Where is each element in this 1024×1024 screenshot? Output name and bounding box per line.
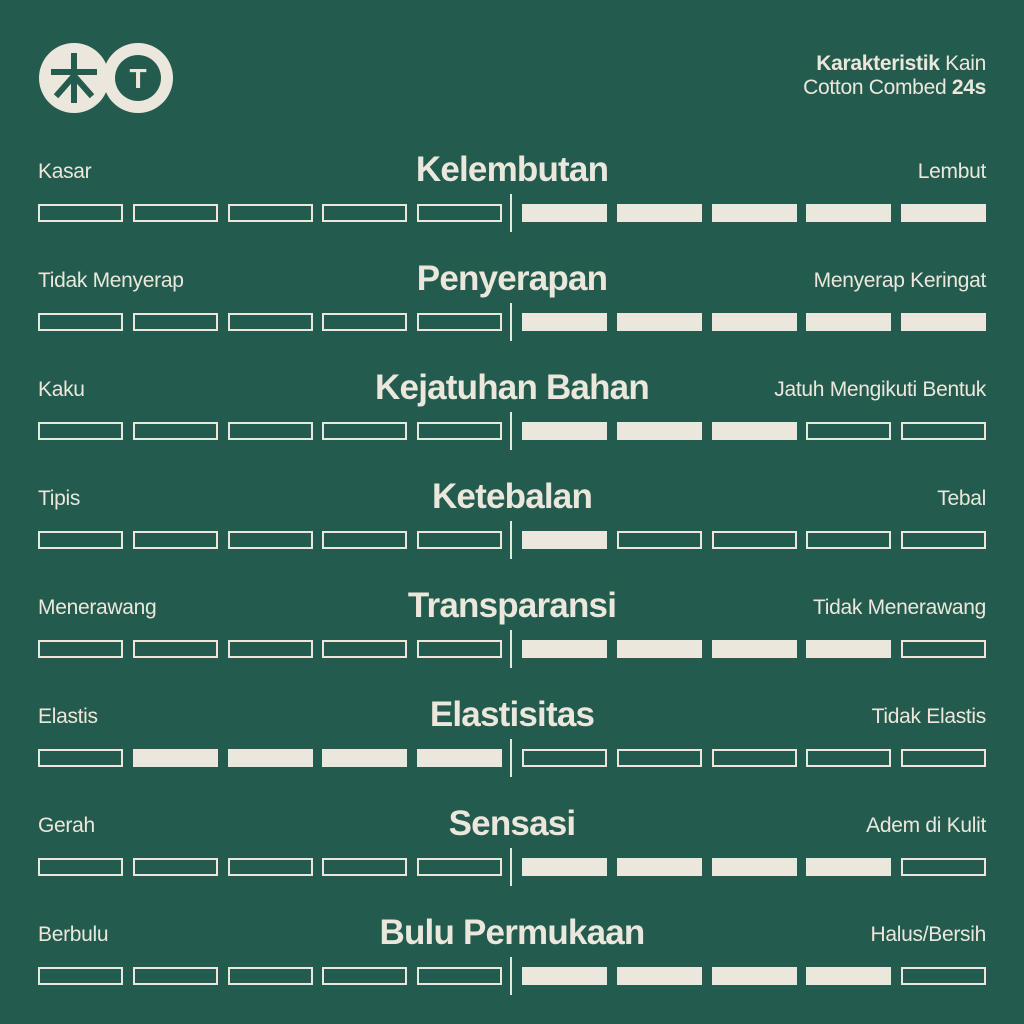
right-scale-segment [712,749,797,767]
characteristics-list [38,146,986,1018]
left-scale-segment [38,204,123,222]
rating-scale [38,858,986,876]
left-scale-label: Kasar [38,160,92,183]
left-scale-segment [228,749,313,767]
left-scale-segment [417,531,502,549]
characteristic-title: Ketebalan [431,477,593,516]
characteristic-row [38,691,986,800]
rating-scale [38,749,986,767]
left-scale-label: Elastis [38,705,98,728]
rating-scale [38,531,986,549]
brand-logo [38,42,174,114]
right-scale-segment [617,204,702,222]
left-scale-segment [417,749,502,767]
right-scale-segment [712,422,797,440]
right-scale-segment [806,531,891,549]
left-scale-segment [322,640,407,658]
characteristic-title: Kejatuhan Bahan [375,368,649,407]
left-scale-segment [322,313,407,331]
left-scale-segment [228,640,313,658]
title-bold: Karakteristik [816,52,940,75]
center-divider [510,957,512,995]
right-scale-segment [901,858,986,876]
right-scale-segment [617,749,702,767]
left-scale-segment [322,749,407,767]
right-scale-segment [712,640,797,658]
left-scale-label: Kaku [38,378,85,401]
left-scale-label: Tidak Menyerap [38,269,184,292]
left-scale-segment [417,422,502,440]
center-divider [510,412,512,450]
characteristic-row [38,146,986,255]
right-scale-segment [901,749,986,767]
right-scale-segment [522,749,607,767]
right-scale-segment [712,858,797,876]
left-scale-segment [133,640,218,658]
left-scale-segment [228,204,313,222]
right-scale-segment [617,967,702,985]
right-scale-segment [712,967,797,985]
right-scale-label: Menyerap Keringat [813,269,986,292]
left-scale-segment [133,967,218,985]
characteristic-title: Elastisitas [429,695,595,734]
center-divider [510,194,512,232]
right-scale-segment [522,422,607,440]
left-scale-segment [228,967,313,985]
left-scale-segment [417,204,502,222]
left-scale-segment [38,640,123,658]
header-title [803,52,986,100]
right-scale-segment [901,204,986,222]
right-scale-label: Tidak Menerawang [812,596,986,619]
left-scale-segment [38,313,123,331]
left-scale-segment [38,422,123,440]
right-scale-segment [712,531,797,549]
center-divider [510,303,512,341]
left-scale-label: Gerah [38,814,95,837]
right-scale-segment [617,531,702,549]
right-scale-segment [901,967,986,985]
right-scale-segment [522,640,607,658]
left-scale-segment [417,640,502,658]
rating-scale [38,422,986,440]
right-scale-segment [806,640,891,658]
right-scale-segment [617,313,702,331]
characteristic-row [38,255,986,364]
right-scale-segment [806,313,891,331]
characteristic-title: Bulu Permukaan [379,913,645,952]
center-divider [510,739,512,777]
left-scale-segment [38,531,123,549]
right-scale-segment [522,967,607,985]
left-scale-label: Menerawang [38,596,157,619]
left-scale-segment [133,204,218,222]
rating-scale [38,204,986,222]
right-scale-segment [617,858,702,876]
left-scale-segment [322,858,407,876]
left-scale-segment [133,749,218,767]
right-scale-label: Tidak Elastis [871,705,986,728]
subtitle-bold: 24s [951,76,986,99]
right-scale-segment [712,204,797,222]
right-scale-segment [712,313,797,331]
right-scale-segment [617,422,702,440]
rating-scale [38,640,986,658]
left-scale-segment [322,204,407,222]
left-scale-segment [417,967,502,985]
characteristic-row [38,800,986,909]
right-scale-segment [901,313,986,331]
left-scale-segment [228,858,313,876]
center-divider [510,630,512,668]
left-scale-segment [322,967,407,985]
right-scale-segment [901,422,986,440]
right-scale-segment [806,204,891,222]
right-scale-label: Lembut [917,160,986,183]
left-scale-segment [133,858,218,876]
right-scale-segment [522,531,607,549]
characteristic-row [38,473,986,582]
left-scale-segment [133,313,218,331]
characteristic-title: Penyerapan [416,259,608,298]
right-scale-segment [617,640,702,658]
left-scale-segment [38,749,123,767]
right-scale-segment [806,967,891,985]
left-scale-segment [322,422,407,440]
left-scale-segment [133,422,218,440]
characteristic-title: Sensasi [448,804,576,843]
left-scale-segment [322,531,407,549]
characteristic-row [38,582,986,691]
left-scale-segment [228,531,313,549]
left-scale-segment [38,967,123,985]
left-scale-segment [417,313,502,331]
right-scale-segment [522,204,607,222]
title-rest: Kain [939,52,986,75]
right-scale-label: Tebal [937,487,986,510]
right-scale-segment [901,531,986,549]
characteristic-row [38,364,986,473]
left-scale-segment [228,313,313,331]
left-scale-segment [228,422,313,440]
characteristic-row [38,909,986,1018]
logo-letter: T [129,63,147,94]
right-scale-label: Adem di Kulit [866,814,986,837]
subtitle-rest: Cotton Combed [803,76,952,99]
right-scale-segment [522,313,607,331]
characteristic-title: Transparansi [407,586,617,625]
right-scale-label: Jatuh Mengikuti Bentuk [774,378,986,401]
right-scale-segment [522,858,607,876]
right-scale-segment [806,858,891,876]
characteristic-title: Kelembutan [415,150,609,189]
left-scale-segment [417,858,502,876]
rating-scale [38,967,986,985]
center-divider [510,848,512,886]
rating-scale [38,313,986,331]
right-scale-segment [806,749,891,767]
left-scale-label: Tipis [38,487,81,510]
right-scale-segment [901,640,986,658]
left-scale-segment [38,858,123,876]
left-scale-label: Berbulu [38,923,109,946]
right-scale-segment [806,422,891,440]
right-scale-label: Halus/Bersih [870,923,986,946]
center-divider [510,521,512,559]
left-scale-segment [133,531,218,549]
